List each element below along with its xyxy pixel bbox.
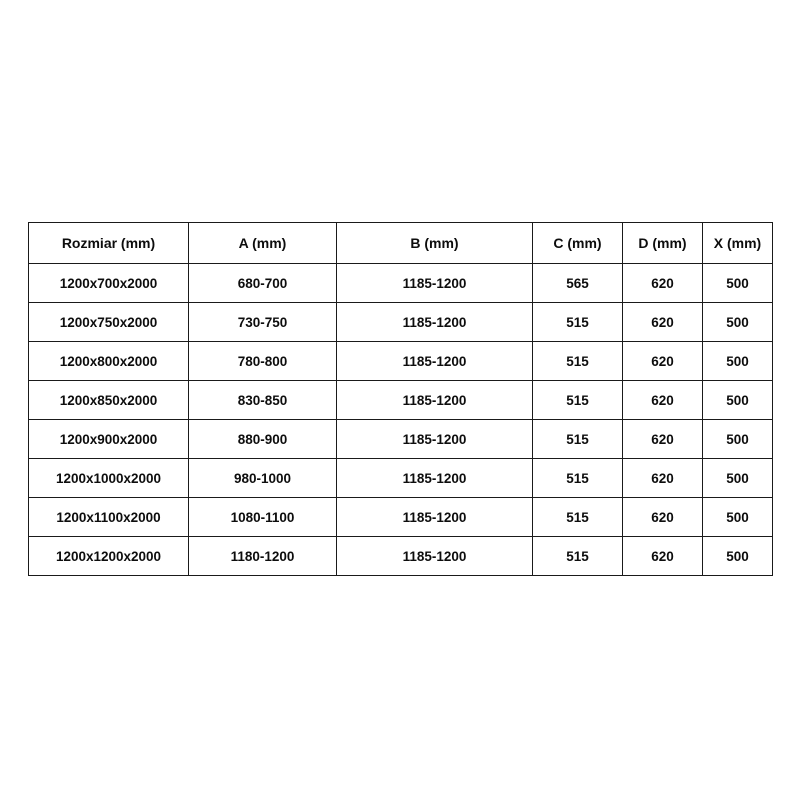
- cell-c: 515: [533, 459, 623, 498]
- cell-c: 515: [533, 420, 623, 459]
- cell-b: 1185-1200: [337, 381, 533, 420]
- cell-c: 515: [533, 342, 623, 381]
- cell-d: 620: [623, 459, 703, 498]
- cell-rozmiar: 1200x800x2000: [29, 342, 189, 381]
- cell-rozmiar: 1200x750x2000: [29, 303, 189, 342]
- table-row: [29, 459, 773, 498]
- cell-x: 500: [703, 303, 773, 342]
- cell-d: 620: [623, 381, 703, 420]
- column-header-b: B (mm): [337, 223, 533, 264]
- cell-c: 515: [533, 498, 623, 537]
- cell-a: 830-850: [189, 381, 337, 420]
- cell-rozmiar: 1200x700x2000: [29, 264, 189, 303]
- table-header-row: [29, 223, 773, 264]
- specification-table-container: [28, 222, 772, 576]
- cell-a: 1180-1200: [189, 537, 337, 576]
- cell-d: 620: [623, 537, 703, 576]
- cell-b: 1185-1200: [337, 420, 533, 459]
- cell-b: 1185-1200: [337, 459, 533, 498]
- cell-b: 1185-1200: [337, 498, 533, 537]
- cell-a: 880-900: [189, 420, 337, 459]
- table-row: [29, 381, 773, 420]
- specification-table: [28, 222, 773, 576]
- cell-x: 500: [703, 342, 773, 381]
- cell-d: 620: [623, 498, 703, 537]
- column-header-d: D (mm): [623, 223, 703, 264]
- table-row: [29, 264, 773, 303]
- cell-a: 980-1000: [189, 459, 337, 498]
- cell-rozmiar: 1200x850x2000: [29, 381, 189, 420]
- column-header-a: A (mm): [189, 223, 337, 264]
- cell-a: 1080-1100: [189, 498, 337, 537]
- cell-x: 500: [703, 537, 773, 576]
- table-row: [29, 342, 773, 381]
- cell-a: 780-800: [189, 342, 337, 381]
- cell-c: 565: [533, 264, 623, 303]
- cell-d: 620: [623, 303, 703, 342]
- cell-x: 500: [703, 420, 773, 459]
- cell-b: 1185-1200: [337, 537, 533, 576]
- column-header-x: X (mm): [703, 223, 773, 264]
- table-row: [29, 420, 773, 459]
- cell-b: 1185-1200: [337, 264, 533, 303]
- cell-x: 500: [703, 498, 773, 537]
- cell-a: 730-750: [189, 303, 337, 342]
- table-row: [29, 537, 773, 576]
- table-row: [29, 303, 773, 342]
- column-header-c: C (mm): [533, 223, 623, 264]
- cell-rozmiar: 1200x1200x2000: [29, 537, 189, 576]
- column-header-rozmiar: Rozmiar (mm): [29, 223, 189, 264]
- cell-rozmiar: 1200x1100x2000: [29, 498, 189, 537]
- cell-rozmiar: 1200x900x2000: [29, 420, 189, 459]
- cell-rozmiar: 1200x1000x2000: [29, 459, 189, 498]
- table-row: [29, 498, 773, 537]
- cell-c: 515: [533, 381, 623, 420]
- cell-x: 500: [703, 264, 773, 303]
- cell-x: 500: [703, 459, 773, 498]
- cell-d: 620: [623, 342, 703, 381]
- cell-d: 620: [623, 420, 703, 459]
- cell-b: 1185-1200: [337, 303, 533, 342]
- cell-b: 1185-1200: [337, 342, 533, 381]
- cell-x: 500: [703, 381, 773, 420]
- cell-a: 680-700: [189, 264, 337, 303]
- cell-c: 515: [533, 303, 623, 342]
- cell-c: 515: [533, 537, 623, 576]
- cell-d: 620: [623, 264, 703, 303]
